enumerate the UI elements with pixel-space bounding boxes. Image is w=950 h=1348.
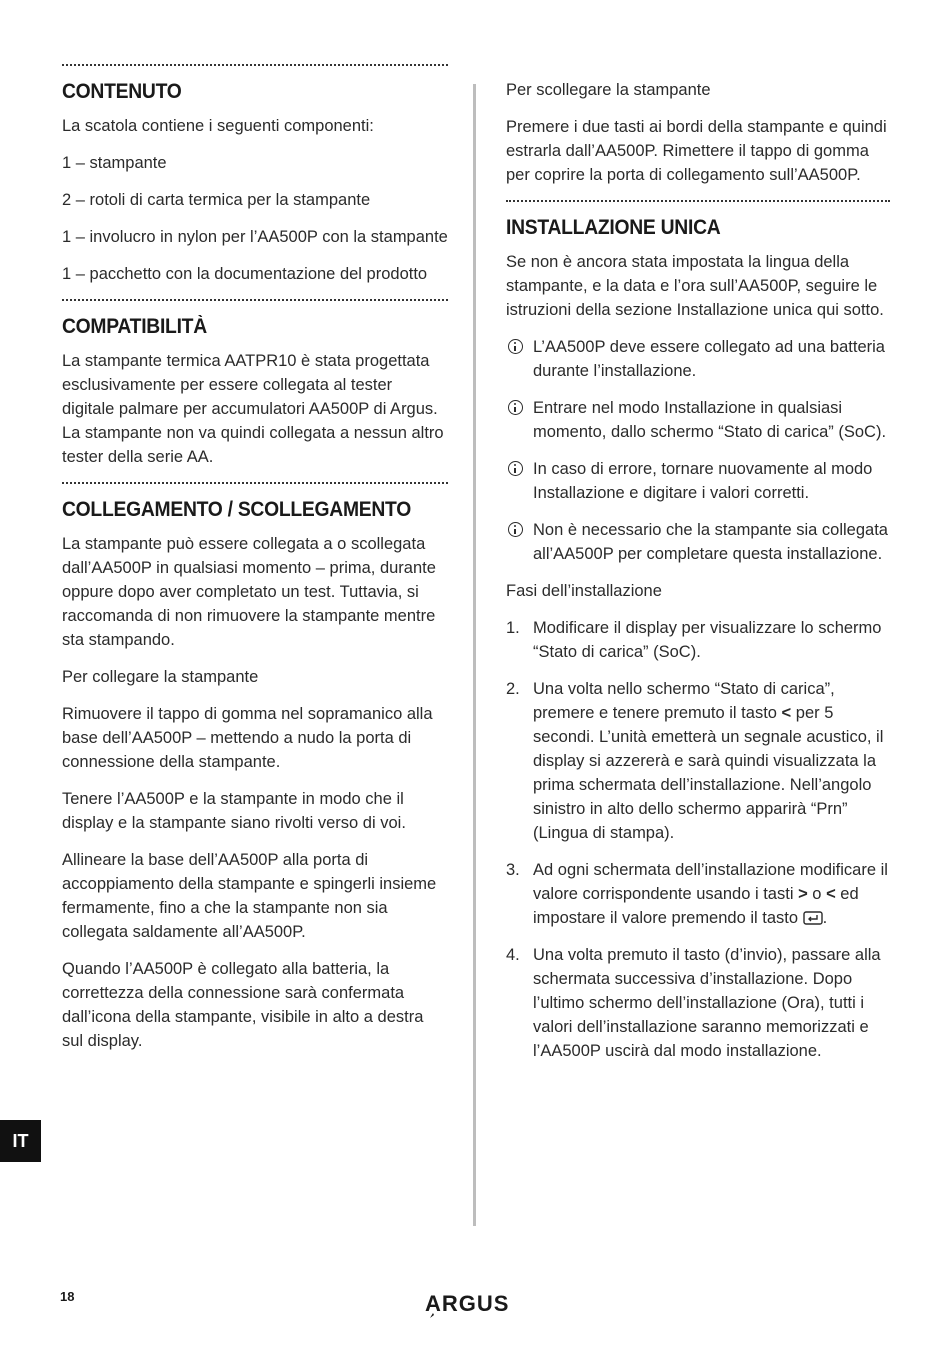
section-divider <box>62 64 448 66</box>
note <box>506 396 890 444</box>
step-number: 4. <box>506 946 520 964</box>
list-item: 1 – pacchetto con la documentazione del prodotto <box>62 265 428 283</box>
installazione-intro: Se non è ancora stata impostata la lingua della stampante, e la data e l’ora sull’AA500P, seguire le istruzioni della sezione Installazione unica qui sotto. <box>506 253 884 319</box>
paragraph: Rimuovere il tappo di gomma nel sopramanico alla base dell’AA500P – mettendo a nudo la porta di connessione della stampante. <box>62 705 433 771</box>
list-item: 2 – rotoli di carta termica per la stampante <box>62 191 371 209</box>
argus-logo <box>425 1289 527 1319</box>
section-divider <box>62 299 448 301</box>
step-text <box>533 677 890 845</box>
heading-compatibilita: COMPATIBILITÀ <box>62 315 207 338</box>
step-text <box>533 858 890 930</box>
left-column <box>62 64 448 1066</box>
right-column <box>506 78 890 1076</box>
list-item: 1 – stampante <box>62 154 167 172</box>
step-text-part: o <box>807 885 827 903</box>
info-icon <box>508 339 523 354</box>
step-number: 1. <box>506 619 520 637</box>
paragraph: Per scollegare la stampante <box>506 81 711 99</box>
step-number: 3. <box>506 861 520 879</box>
page-number: 18 <box>60 1289 75 1304</box>
note-text: L’AA500P deve essere collegato ad una batteria durante l’installazione. <box>533 338 885 380</box>
heading-installazione: INSTALLAZIONE UNICA <box>506 216 721 239</box>
step-text-part: ed impostare il valore premendo il tasto <box>533 885 859 927</box>
note-text: Non è necessario che la stampante sia collegata all’AA500P per completare questa installazione. <box>533 521 888 563</box>
paragraph: La stampante può essere collegata a o scollegata dall’AA500P in qualsiasi momento – prima, durante oppure dopo aver completato un test. Tuttavia, si raccomanda di non rimuovere la stampante mentre sta stampando. <box>62 535 436 649</box>
logo-text: ARGUS <box>425 1291 510 1316</box>
step-text-part: Ad ogni schermata dell’installazione modificare il valore corrispondente usando i tasti <box>533 861 888 903</box>
step-text: Modificare il display per visualizzare lo schermo “Stato di carica” (SoC). <box>533 619 882 661</box>
paragraph: Premere i due tasti ai bordi della stampante e quindi estrarla dall’AA500P. Rimettere il tappo di gomma per coprire la porta di collegamento sull’AA500P. <box>506 118 887 184</box>
fasi-title: Fasi dell’installazione <box>506 582 662 600</box>
paragraph: Tenere l’AA500P e la stampante in modo che il display e la stampante siano rivolti verso di voi. <box>62 790 406 832</box>
paragraph: Per collegare la stampante <box>62 668 259 686</box>
info-icon <box>508 400 523 415</box>
step-number: 2. <box>506 680 520 698</box>
step <box>506 616 890 664</box>
section-divider <box>506 200 890 202</box>
column-divider <box>473 84 476 1226</box>
heading-collegamento: COLLEGAMENTO / SCOLLEGAMENTO <box>62 498 411 521</box>
note <box>506 457 890 505</box>
contenuto-intro: La scatola contiene i seguenti componenti: <box>62 117 374 135</box>
section-divider <box>62 482 448 484</box>
step <box>506 858 890 930</box>
info-icon <box>508 522 523 537</box>
key-label: < <box>826 885 836 903</box>
step-text-part: per 5 secondi. L’unità emetterà un segnale acustico, il display si azzererà e sarà quindi visualizzata la prima schermata dell’installazione. Nell’angolo sinistro in alto dello schermo apparirà “Prn” (Lingua di stampa). <box>533 704 884 842</box>
language-tab: IT <box>0 1120 41 1162</box>
key-label: < <box>781 704 792 722</box>
info-icon <box>508 461 523 476</box>
step-text-part: Una volta nello schermo “Stato di carica”, premere e tenere premuto il tasto <box>533 680 835 722</box>
paragraph: Allineare la base dell’AA500P alla porta di accoppiamento della stampante e spingerli insieme fermamente, fino a che la stampante non sia collegata saldamente all’AA500P. <box>62 851 437 941</box>
step-text: Una volta premuto il tasto (d’invio), passare alla schermata successiva d’installazione. Dopo l’ultimo schermo dell’installazione (Ora), tutti i valori dell’installazione saranno memorizzati e l’AA500P uscirà dal modo installazione. <box>533 946 881 1060</box>
list-item: 1 – involucro in nylon per l’AA500P con la stampante <box>62 228 448 246</box>
step-text-part: . <box>822 909 828 927</box>
compatibilita-text: La stampante termica AATPR10 è stata progettata esclusivamente per essere collegata al tester digitale palmare per accumulatori AA500P di Argus. La stampante non va quindi collegata a nessun altro tester della serie AA. <box>62 352 444 466</box>
step <box>506 943 890 1063</box>
key-label: > <box>798 885 808 903</box>
heading-contenuto: CONTENUTO <box>62 80 182 103</box>
step <box>506 677 890 845</box>
note-text: Entrare nel modo Installazione in qualsiasi momento, dallo schermo “Stato di carica” (SoC). <box>533 399 887 441</box>
note <box>506 518 890 566</box>
note-text: In caso di errore, tornare nuovamente al modo Installazione e digitare i valori corretti. <box>533 460 873 502</box>
note <box>506 335 890 383</box>
paragraph: Quando l’AA500P è collegato alla batteria, la correttezza della connessione sarà confermata dall’icona della stampante, visibile in alto a destra sul display. <box>62 960 424 1050</box>
enter-key-icon <box>803 911 823 925</box>
